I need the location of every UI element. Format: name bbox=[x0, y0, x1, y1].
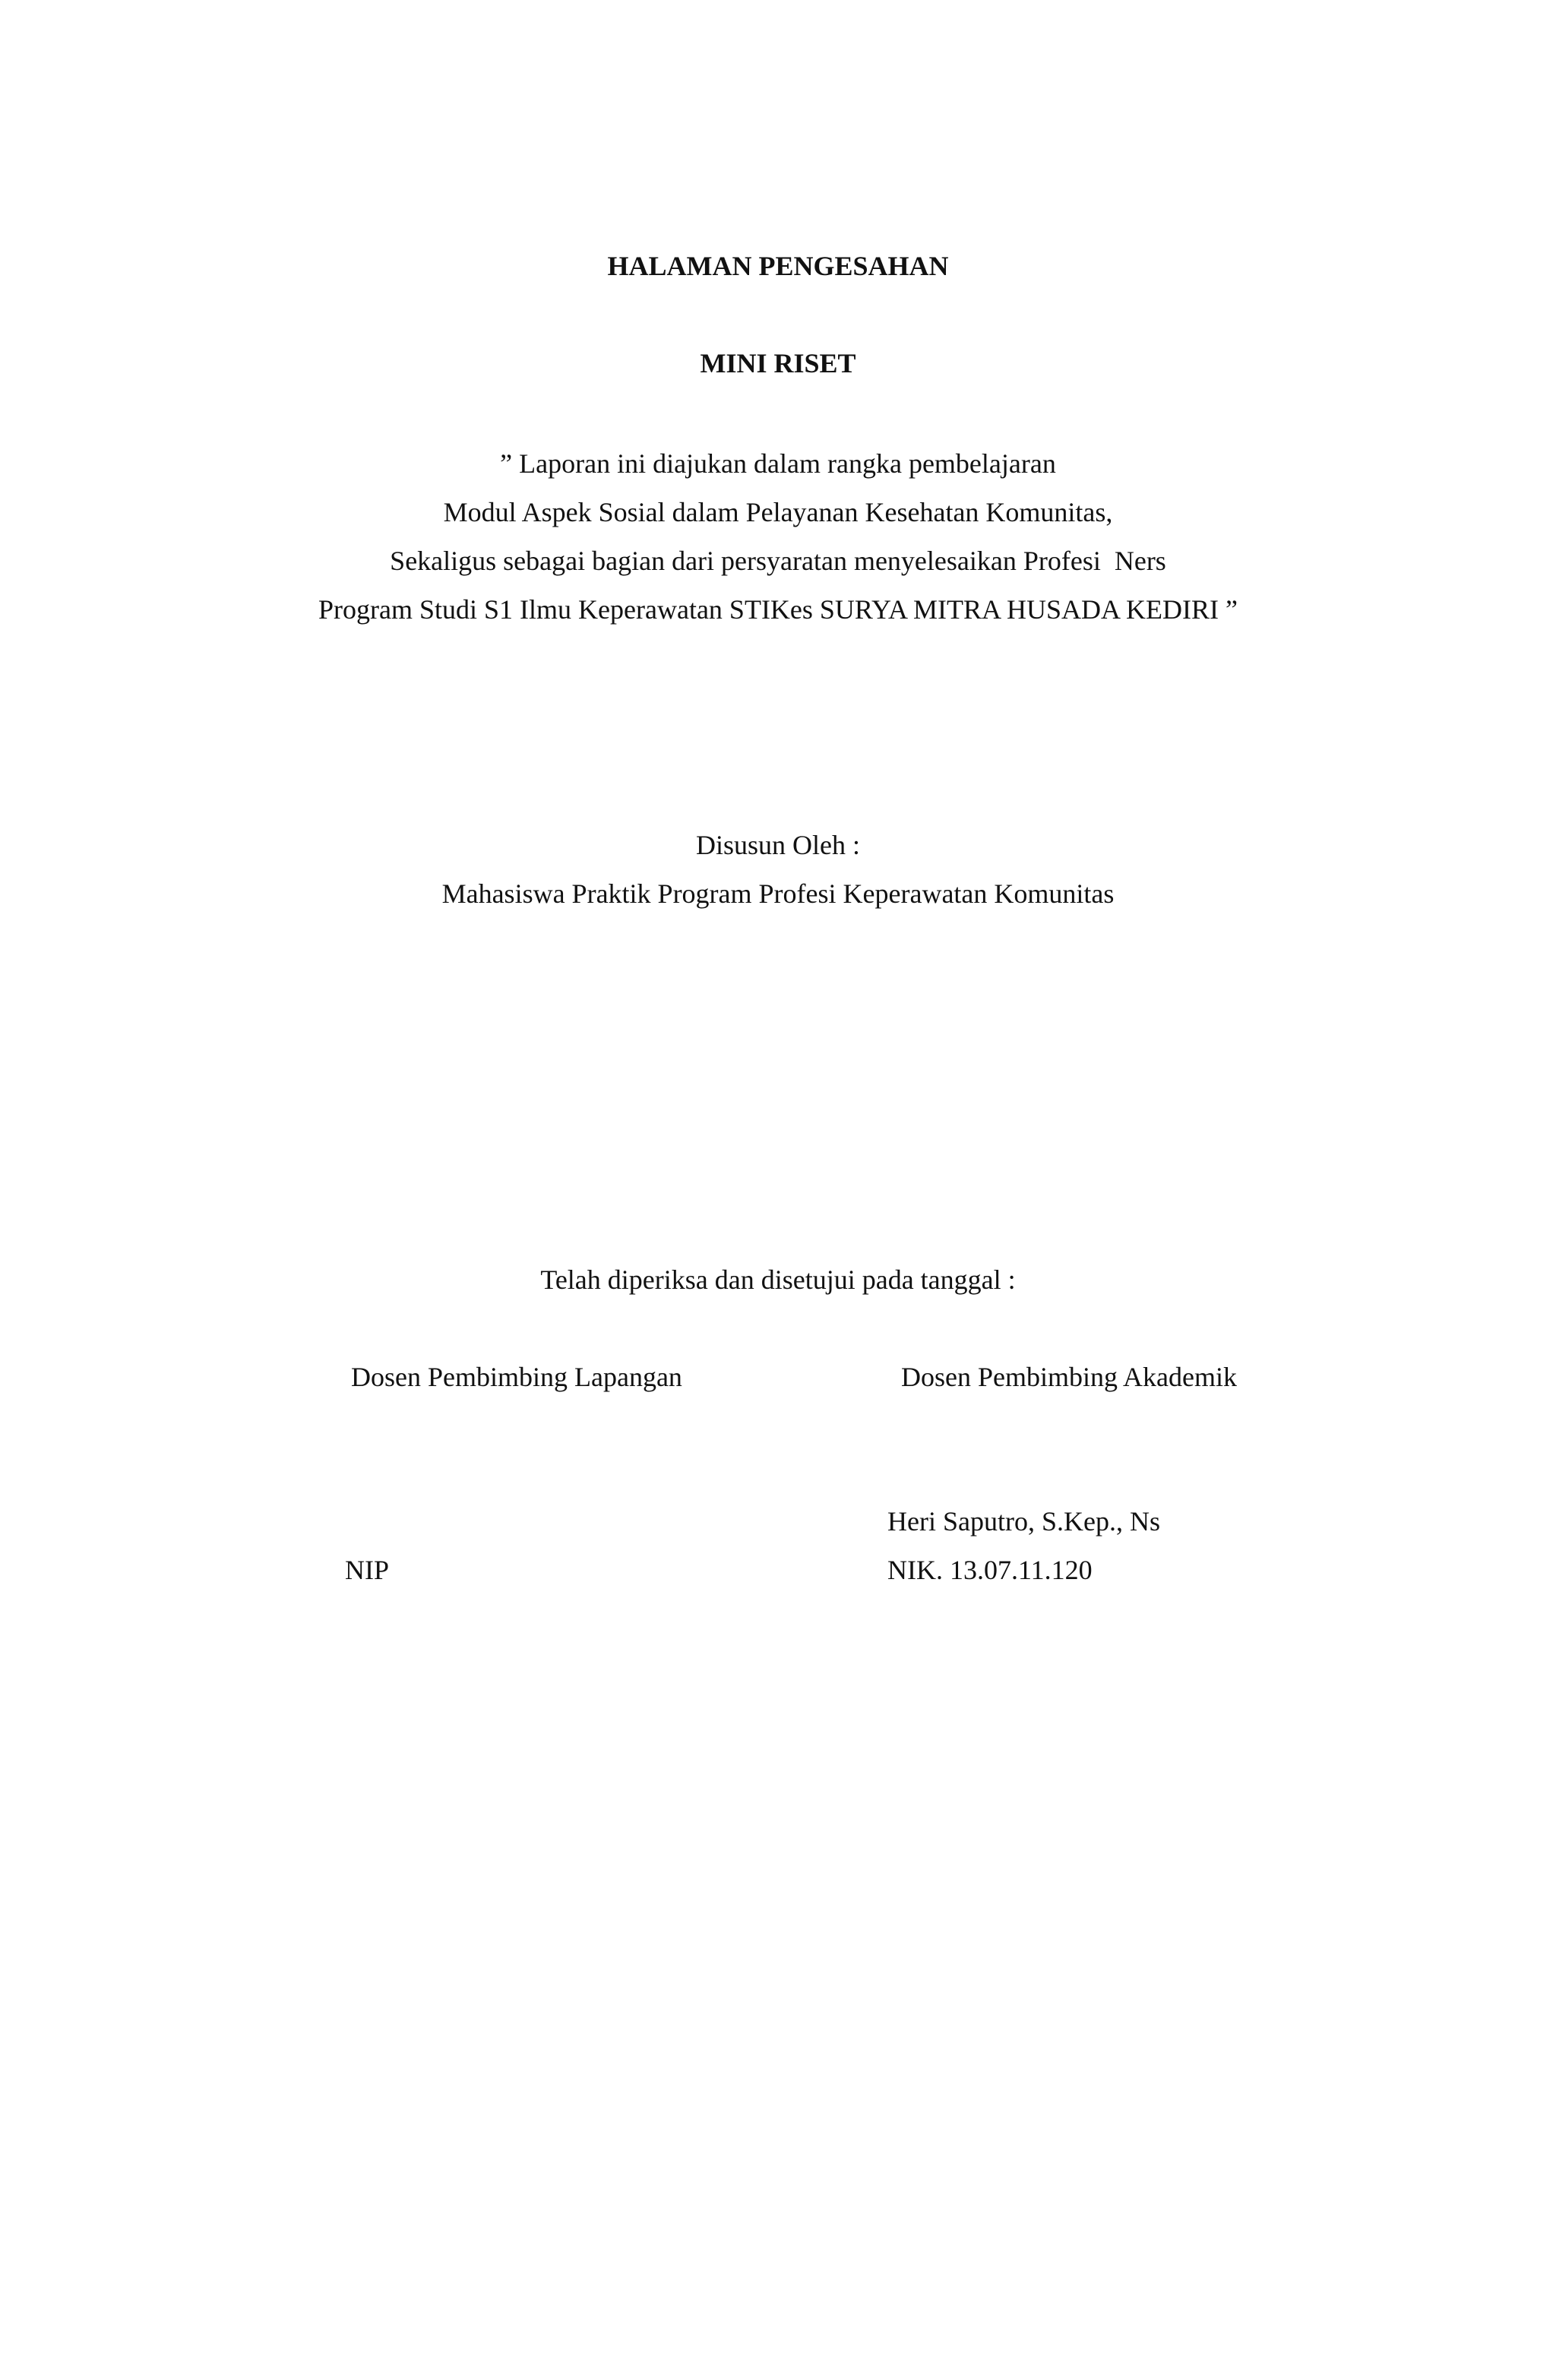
statement-line-3: Sekaligus sebagai bagian dari persyaratan menyelesaikan Profesi Ners bbox=[390, 546, 1166, 576]
statement-block bbox=[0, 439, 1556, 634]
statement-line-2: Modul Aspek Sosial dalam Pelayanan Kesehatan Komunitas, bbox=[443, 497, 1113, 527]
right-signatory-role: Dosen Pembimbing Akademik bbox=[901, 1362, 1237, 1392]
right-signatory-name: Heri Saputro, S.Kep., Ns bbox=[887, 1506, 1160, 1537]
statement-line-4: Program Studi S1 Ilmu Keperawatan STIKes SURYA MITRA HUSADA KEDIRI ” bbox=[318, 594, 1238, 625]
author-label: Disusun Oleh : bbox=[696, 830, 860, 860]
author-name: Mahasiswa Praktik Program Profesi Keperawatan Komunitas bbox=[441, 878, 1115, 909]
page-title: HALAMAN PENGESAHAN bbox=[607, 251, 949, 281]
right-signatory-id: NIK. 13.07.11.120 bbox=[887, 1555, 1093, 1585]
left-signatory-role: Dosen Pembimbing Lapangan bbox=[351, 1362, 682, 1392]
approval-text: Telah diperiksa dan disetujui pada tanggal : bbox=[540, 1264, 1016, 1295]
left-signatory-id: NIP bbox=[345, 1555, 390, 1585]
statement-line-1: ” Laporan ini diajukan dalam rangka pembelajaran bbox=[500, 448, 1056, 479]
document-subtitle: MINI RISET bbox=[700, 348, 856, 378]
